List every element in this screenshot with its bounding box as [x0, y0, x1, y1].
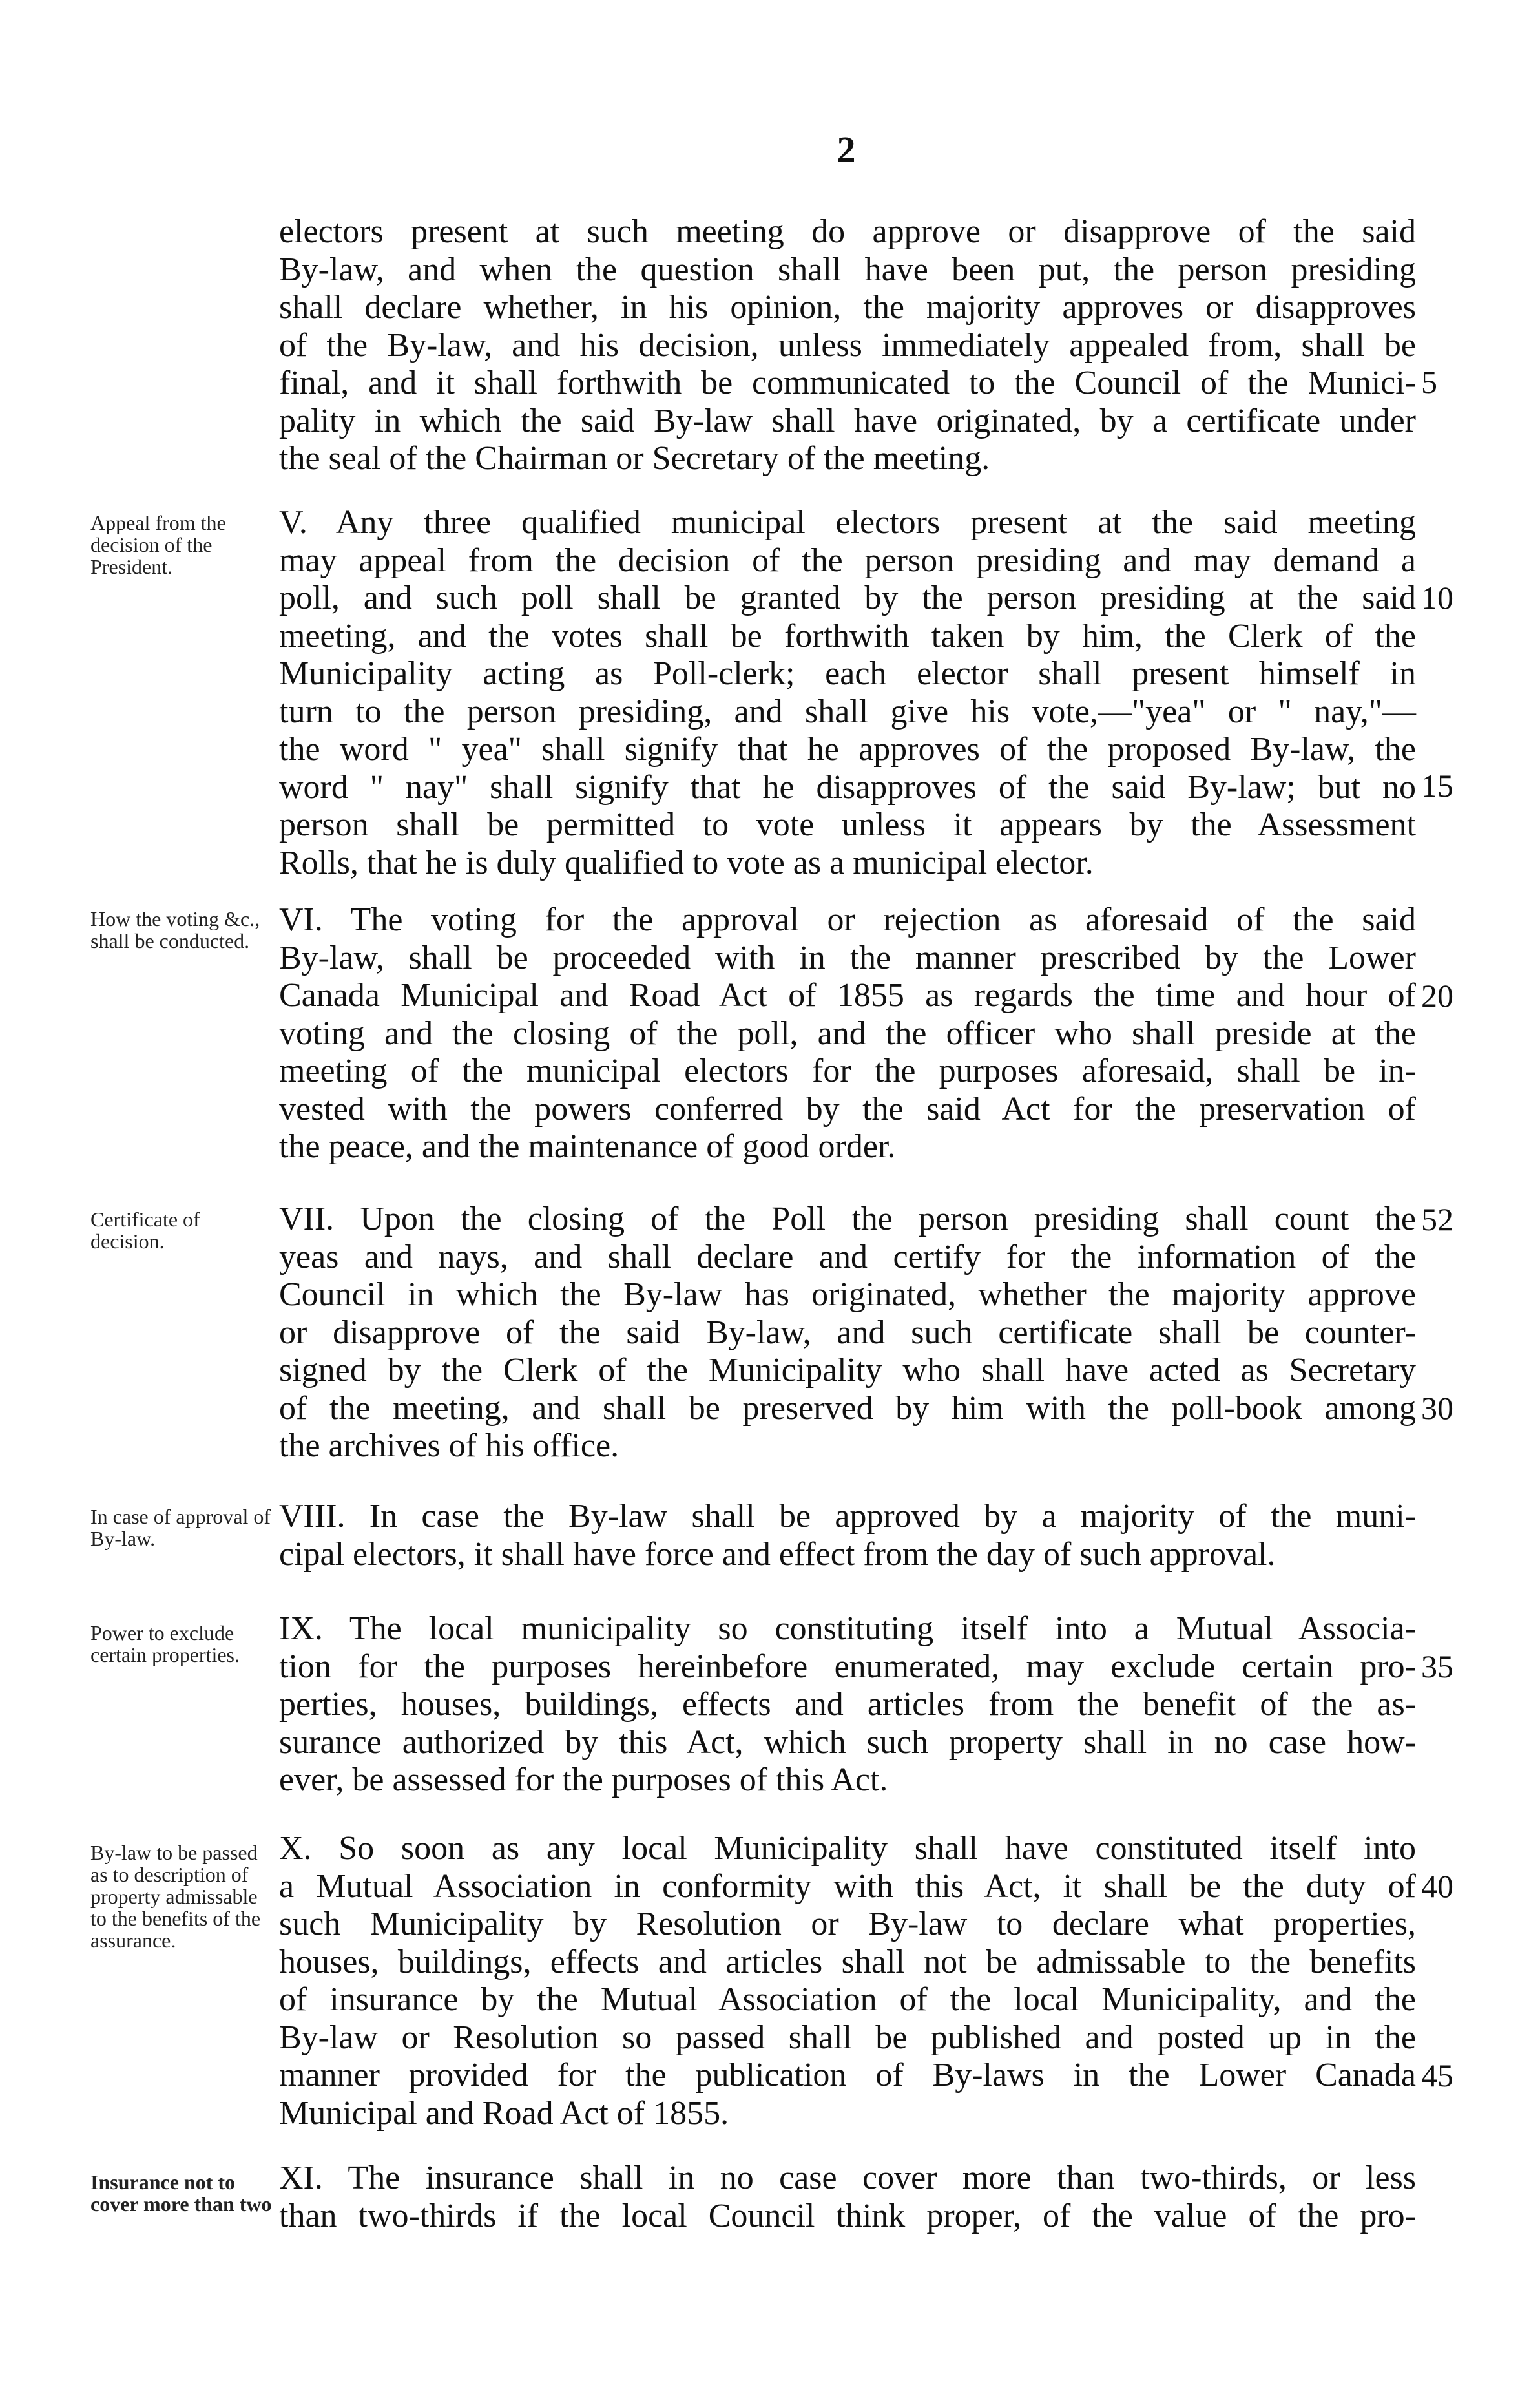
- text-line: poll, and such poll shall be granted by the person presiding at the said: [279, 580, 1416, 616]
- section-viii: [279, 1498, 1416, 1573]
- text-line: word " nay" shall signify that he disapproves of the said By-law; but no: [279, 768, 1416, 806]
- text-line: than two-thirds if the local Council think proper, of the value of the pro-: [279, 2197, 1416, 2234]
- text-line: VIII. In case the By-law shall be approved by a majority of the muni-: [279, 1498, 1416, 1535]
- section-xi: [279, 2159, 1416, 2235]
- text-line: ever, be assessed for the purposes of this Act.: [279, 1761, 888, 1798]
- text-line: final, and it shall forthwith be communicated to the Council of the Munici-: [279, 364, 1416, 401]
- text-line: the peace, and the maintenance of good order.: [279, 1128, 896, 1165]
- text-line: meeting of the municipal electors for the purposes aforesaid, shall be in-: [279, 1053, 1416, 1089]
- text-line: pality in which the said By-law shall have originated, by a certificate under: [279, 402, 1416, 439]
- text-line: IX. The local municipality so constituting itself into a Mutual Associa-: [279, 1610, 1416, 1647]
- text-line: vested with the powers conferred by the said Act for the preservation of: [279, 1090, 1416, 1128]
- text-line: shall declare whether, in his opinion, the majority approves or disapproves: [279, 289, 1416, 326]
- line-number: 15: [1421, 768, 1453, 804]
- line-number: 40: [1421, 1868, 1453, 1904]
- text-line: a Mutual Association in conformity with this Act, it shall be the duty of: [279, 1867, 1416, 1905]
- text-line: person shall be permitted to vote unless it appears by the Assessment: [279, 806, 1416, 843]
- text-line: Municipality acting as Poll-clerk; each elector shall present himself in: [279, 655, 1416, 692]
- text-line: VII. Upon the closing of the Poll the person presiding shall count the: [279, 1201, 1416, 1237]
- section-v: [279, 504, 1416, 882]
- text-line: may appeal from the decision of the person presiding and may demand a: [279, 541, 1416, 579]
- line-number: 30: [1421, 1390, 1453, 1426]
- margin-note-approval: In case of approval of By-law.: [90, 1505, 271, 1550]
- text-line: houses, buildings, effects and articles shall not be admissable to the benefits: [279, 1943, 1416, 1980]
- text-line: surance authorized by this Act, which such property shall in no case how-: [279, 1723, 1416, 1761]
- margin-note-certificate: Certificate of decision.: [90, 1208, 200, 1253]
- text-line: VI. The voting for the approval or rejection as aforesaid of the said: [279, 901, 1416, 938]
- text-line: cipal electors, it shall have force and effect from the day of such approval.: [279, 1535, 1276, 1573]
- text-line: of the meeting, and shall be preserved by him with the poll-book among: [279, 1389, 1416, 1427]
- text-line: the seal of the Chairman or Secretary of the meeting.: [279, 440, 990, 477]
- text-line: By-law, shall be proceeded with in the manner prescribed by the Lower: [279, 939, 1416, 976]
- margin-note-insurance-limit: Insurance not to cover more than two: [90, 2170, 272, 2216]
- line-number: 20: [1421, 978, 1453, 1014]
- text-line: Rolls, that he is duly qualified to vote as a municipal elector.: [279, 844, 1094, 881]
- line-number: 52: [1421, 1201, 1453, 1237]
- section-vi: [279, 901, 1416, 1166]
- text-line: X. So soon as any local Municipality shall have constituted itself into: [279, 1830, 1416, 1867]
- text-line: of insurance by the Mutual Association of the local Municipality, and the: [279, 1981, 1416, 2018]
- margin-note-appeal: Appeal from the decision of the President.: [90, 511, 226, 578]
- text-line: tion for the purposes hereinbefore enumerated, may exclude certain pro-: [279, 1648, 1416, 1685]
- text-line: signed by the Clerk of the Municipality who shall have acted as Secretary: [279, 1352, 1416, 1389]
- text-line: the archives of his office.: [279, 1427, 619, 1464]
- section-ix: [279, 1610, 1416, 1800]
- text-line: turn to the person presiding, and shall give his vote,—"yea" or " nay,"—: [279, 693, 1416, 730]
- line-number: 5: [1421, 364, 1437, 400]
- margin-note-voting: How the voting &c., shall be conducted.: [90, 907, 260, 952]
- text-line: of the By-law, and his decision, unless immediately appealed from, shall be: [279, 326, 1416, 364]
- section-vii: [279, 1201, 1416, 1465]
- text-line: perties, houses, buildings, effects and articles from the benefit of the as-: [279, 1686, 1416, 1723]
- margin-note-bylaw-description: By-law to be passed as to description of property admissable to the benefits of the assurance.: [90, 1841, 261, 1952]
- line-number: 45: [1421, 2057, 1453, 2094]
- page-number: 2: [837, 129, 856, 171]
- text-line: yeas and nays, and shall declare and certify for the information of the: [279, 1238, 1416, 1275]
- line-number: 10: [1421, 580, 1453, 616]
- text-line: such Municipality by Resolution or By-law to declare what properties,: [279, 1905, 1416, 1942]
- text-line: Council in which the By-law has originated, whether the majority approve: [279, 1276, 1416, 1313]
- text-line: electors present at such meeting do approve or disapprove of the said: [279, 213, 1416, 250]
- section-x: [279, 1830, 1416, 2132]
- text-line: the word " yea" shall signify that he approves of the proposed By-law, the: [279, 731, 1416, 768]
- text-line: Municipal and Road Act of 1855.: [279, 2094, 729, 2132]
- text-line: By-law or Resolution so passed shall be published and posted up in the: [279, 2019, 1416, 2056]
- line-number: 35: [1421, 1648, 1453, 1685]
- text-line: XI. The insurance shall in no case cover more than two-thirds, or less: [279, 2159, 1416, 2196]
- text-line: voting and the closing of the poll, and the officer who shall preside at the: [279, 1014, 1416, 1052]
- text-line: or disapprove of the said By-law, and such certificate shall be counter-: [279, 1314, 1416, 1351]
- text-line: V. Any three qualified municipal electors present at the said meeting: [279, 504, 1416, 541]
- text-line: manner provided for the publication of By-laws in the Lower Canada: [279, 2057, 1416, 2094]
- margin-note-exclude: Power to exclude certain properties.: [90, 1621, 240, 1666]
- text-line: By-law, and when the question shall have been put, the person presiding: [279, 251, 1416, 288]
- text-line: meeting, and the votes shall be forthwith taken by him, the Clerk of the: [279, 617, 1416, 655]
- text-line: Canada Municipal and Road Act of 1855 as regards the time and hour of: [279, 977, 1416, 1014]
- paragraph-continued: [279, 213, 1416, 478]
